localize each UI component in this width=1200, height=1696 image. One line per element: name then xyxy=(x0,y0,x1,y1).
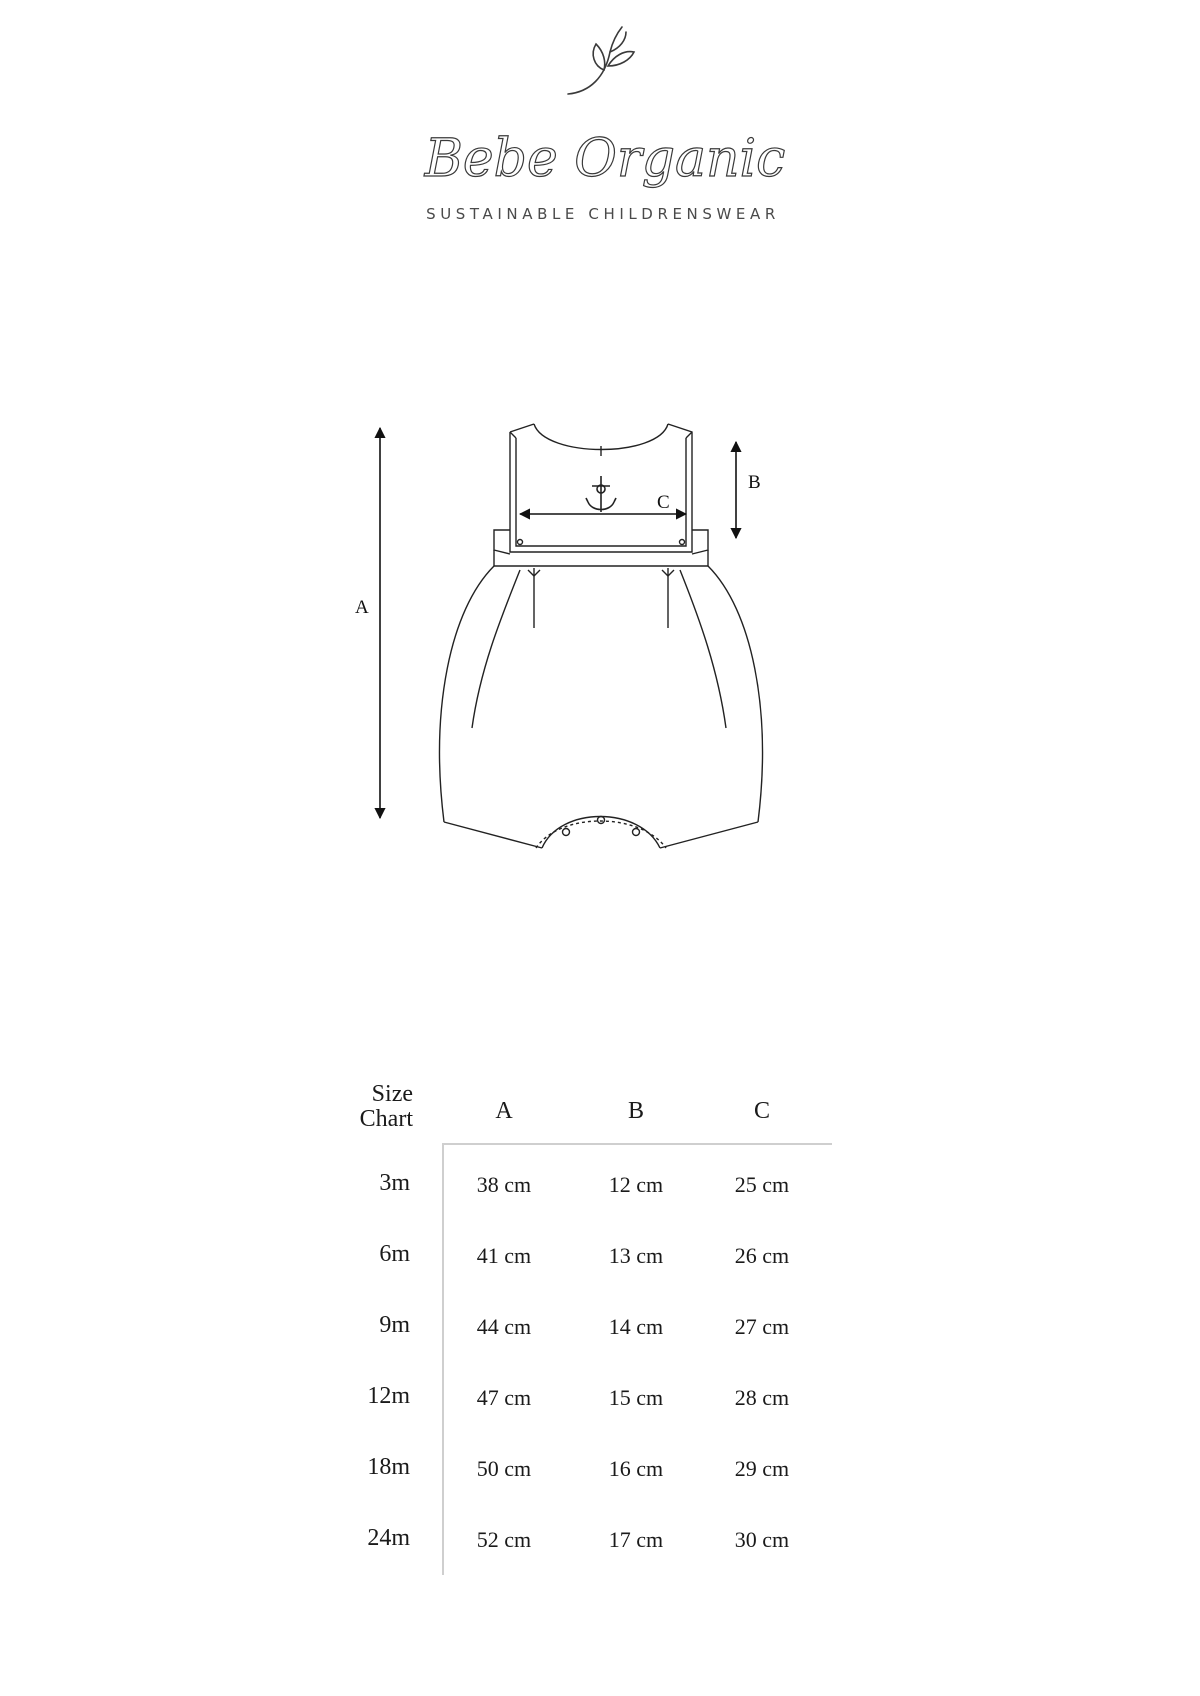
row-label-size: 12m xyxy=(367,1383,410,1409)
cell-a: 50 cm xyxy=(476,1456,532,1481)
brand-tagline: SUSTAINABLE CHILDRENSWEAR xyxy=(426,205,780,223)
cell-b: 15 cm xyxy=(608,1385,664,1410)
row-label-size: 18m xyxy=(367,1454,410,1480)
size-chart-heading-line2: Chart xyxy=(359,1106,413,1132)
row-label-size: 9m xyxy=(379,1312,410,1338)
cell-b: 13 cm xyxy=(608,1243,664,1268)
romper-diagram xyxy=(340,410,780,890)
cell-a: 52 cm xyxy=(476,1527,532,1552)
dimension-c-label: C xyxy=(657,492,670,513)
cell-a: 41 cm xyxy=(476,1243,532,1268)
header-divider xyxy=(442,1143,832,1145)
cell-c: 28 cm xyxy=(734,1385,790,1410)
cell-b: 12 cm xyxy=(608,1172,664,1197)
cell-a: 44 cm xyxy=(476,1314,532,1339)
cell-c: 29 cm xyxy=(734,1456,790,1481)
size-chart-table xyxy=(340,1082,840,1582)
cell-c: 27 cm xyxy=(734,1314,790,1339)
dimension-a-label: A xyxy=(355,597,369,618)
dimension-b-label: B xyxy=(748,472,761,493)
romper-side-tabs xyxy=(494,530,708,554)
size-chart-heading-line1: Size xyxy=(371,1081,413,1107)
cell-c: 25 cm xyxy=(734,1172,790,1197)
romper-body xyxy=(440,550,763,848)
row-label-size: 24m xyxy=(367,1525,410,1551)
row-label-size: 6m xyxy=(379,1241,410,1267)
label-column-divider xyxy=(442,1143,444,1575)
cell-b: 16 cm xyxy=(608,1456,664,1481)
size-chart-heading xyxy=(333,1082,413,1132)
cell-b: 14 cm xyxy=(608,1314,664,1339)
column-header-b: B xyxy=(627,1098,644,1124)
cell-c: 26 cm xyxy=(734,1243,790,1268)
anchor-icon xyxy=(586,476,616,512)
leaf-logo-icon xyxy=(560,22,650,102)
column-header-a: A xyxy=(495,1098,513,1124)
row-label-size: 3m xyxy=(379,1170,410,1196)
cell-a: 47 cm xyxy=(476,1385,532,1410)
cell-c: 30 cm xyxy=(734,1527,790,1552)
cell-b: 17 cm xyxy=(608,1527,664,1552)
column-header-c: C xyxy=(753,1098,770,1124)
brand-script-logo xyxy=(410,118,800,208)
svg-text:Bebe Organic: Bebe Organic xyxy=(424,129,786,189)
cell-a: 38 cm xyxy=(476,1172,532,1197)
